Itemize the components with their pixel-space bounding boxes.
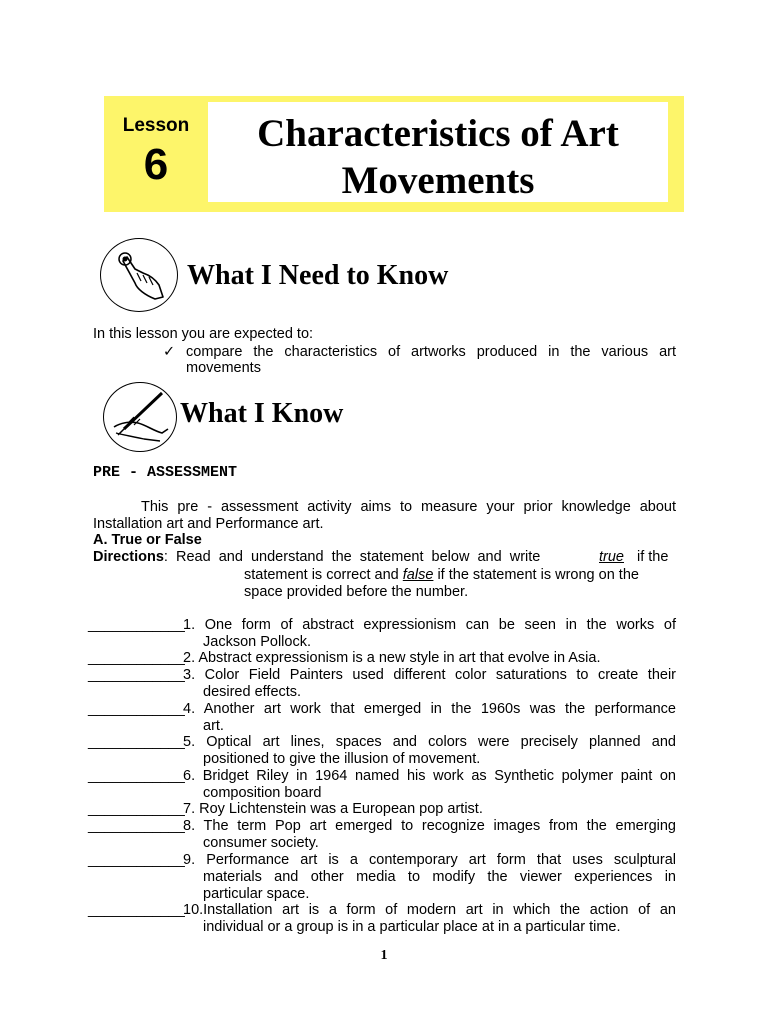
writing-hand-icon (103, 382, 177, 452)
answer-blank[interactable]: ____________ (88, 617, 185, 633)
item-text: 9. Performance art is a contemporary art form that uses sculptural (183, 852, 676, 868)
item-text: 1. One form of abstract expressionism can be seen in the works of (183, 617, 676, 633)
pre-assessment-intro-1: This pre - assessment activity aims to measure your prior knowledge about (141, 499, 676, 515)
section-heading-what-i-know: What I Know (180, 398, 344, 429)
directions-line-1 (93, 549, 676, 566)
directions-text-2a: statement is correct and (244, 567, 399, 583)
pre-assessment-heading: PRE - ASSESSMENT (93, 464, 238, 481)
list-item (88, 818, 676, 852)
directions-line-2 (244, 567, 639, 584)
answer-blank[interactable]: ____________ (88, 650, 185, 666)
intro-text: In this lesson you are expected to: (93, 326, 314, 342)
page-title (208, 110, 668, 204)
list-item (88, 801, 676, 818)
list-item (88, 734, 676, 768)
directions-text-1: : Read and understand the statement below and write (163, 549, 541, 565)
item-text: 6. Bridget Riley in 1964 named his work as Synthetic polymer paint on (183, 768, 676, 784)
item-text-cont: individual or a group is in a particular place at in a particular time. (203, 919, 621, 935)
answer-blank[interactable]: ____________ (88, 667, 185, 683)
answer-blank[interactable]: ____________ (88, 902, 185, 918)
item-text-cont: desired effects. (203, 684, 302, 700)
item-text-cont: materials and other media to modify the viewer experiences in (203, 869, 676, 885)
answer-blank[interactable]: ____________ (88, 818, 185, 834)
title-line-2: Movements (341, 159, 535, 202)
item-text: 10.Installation art is a form of modern art in which the action of an (183, 902, 676, 918)
list-item (88, 701, 676, 735)
item-text-cont: art. (203, 718, 224, 734)
directions-line-1-end: if the (637, 549, 669, 565)
item-text-cont: composition board (203, 785, 322, 801)
word-true: true (599, 549, 624, 565)
directions-label: Directions (93, 549, 164, 565)
word-false: false (402, 567, 434, 583)
section-heading-need-to-know: What I Need to Know (187, 260, 449, 291)
answer-blank[interactable]: ____________ (88, 701, 185, 717)
title-box (208, 102, 668, 202)
item-text: 2. Abstract expressionism is a new style in art that evolve in Asia. (183, 650, 601, 666)
list-item (88, 667, 676, 701)
item-text: 3. Color Field Painters used different color saturations to create their (183, 667, 676, 683)
objective-line-2: movements (186, 360, 261, 376)
directions-text-2b: if the statement is wrong on the (437, 567, 639, 583)
answer-blank[interactable]: ____________ (88, 852, 185, 868)
lesson-number: 6 (143, 140, 169, 189)
list-item (88, 650, 676, 667)
item-text: 5. Optical art lines, spaces and colors were precisely planned and (183, 734, 676, 750)
section-a-heading: A. True or False (93, 532, 202, 548)
title-line-1: Characteristics of Art (257, 112, 619, 155)
lesson-label: Lesson (122, 115, 190, 136)
item-text-cont-2: particular space. (203, 886, 310, 902)
list-item (88, 902, 676, 936)
check-icon: ✓ (163, 344, 176, 360)
answer-blank[interactable]: ____________ (88, 734, 185, 750)
list-item (88, 617, 676, 651)
item-text-cont: positioned to give the illusion of movement. (203, 751, 481, 767)
page-number: 1 (380, 948, 388, 963)
objective-line-1: compare the characteristics of artworks produced in the various art (186, 344, 676, 360)
item-text: 7. Roy Lichtenstein was a European pop artist. (183, 801, 483, 817)
answer-blank[interactable]: ____________ (88, 801, 185, 817)
item-text-cont: Jackson Pollock. (203, 634, 311, 650)
item-text: 8. The term Pop art emerged to recognize images from the emerging (183, 818, 676, 834)
list-item (88, 768, 676, 802)
pointing-hand-icon (100, 238, 178, 312)
answer-blank[interactable]: ____________ (88, 768, 185, 784)
list-item (88, 852, 676, 903)
directions-line-3: space provided before the number. (244, 584, 469, 600)
item-text-cont: consumer society. (203, 835, 319, 851)
item-text: 4. Another art work that emerged in the 1960s was the performance (183, 701, 676, 717)
word-true-wrap (599, 549, 624, 566)
pre-assessment-intro-2: Installation art and Performance art. (93, 516, 324, 532)
